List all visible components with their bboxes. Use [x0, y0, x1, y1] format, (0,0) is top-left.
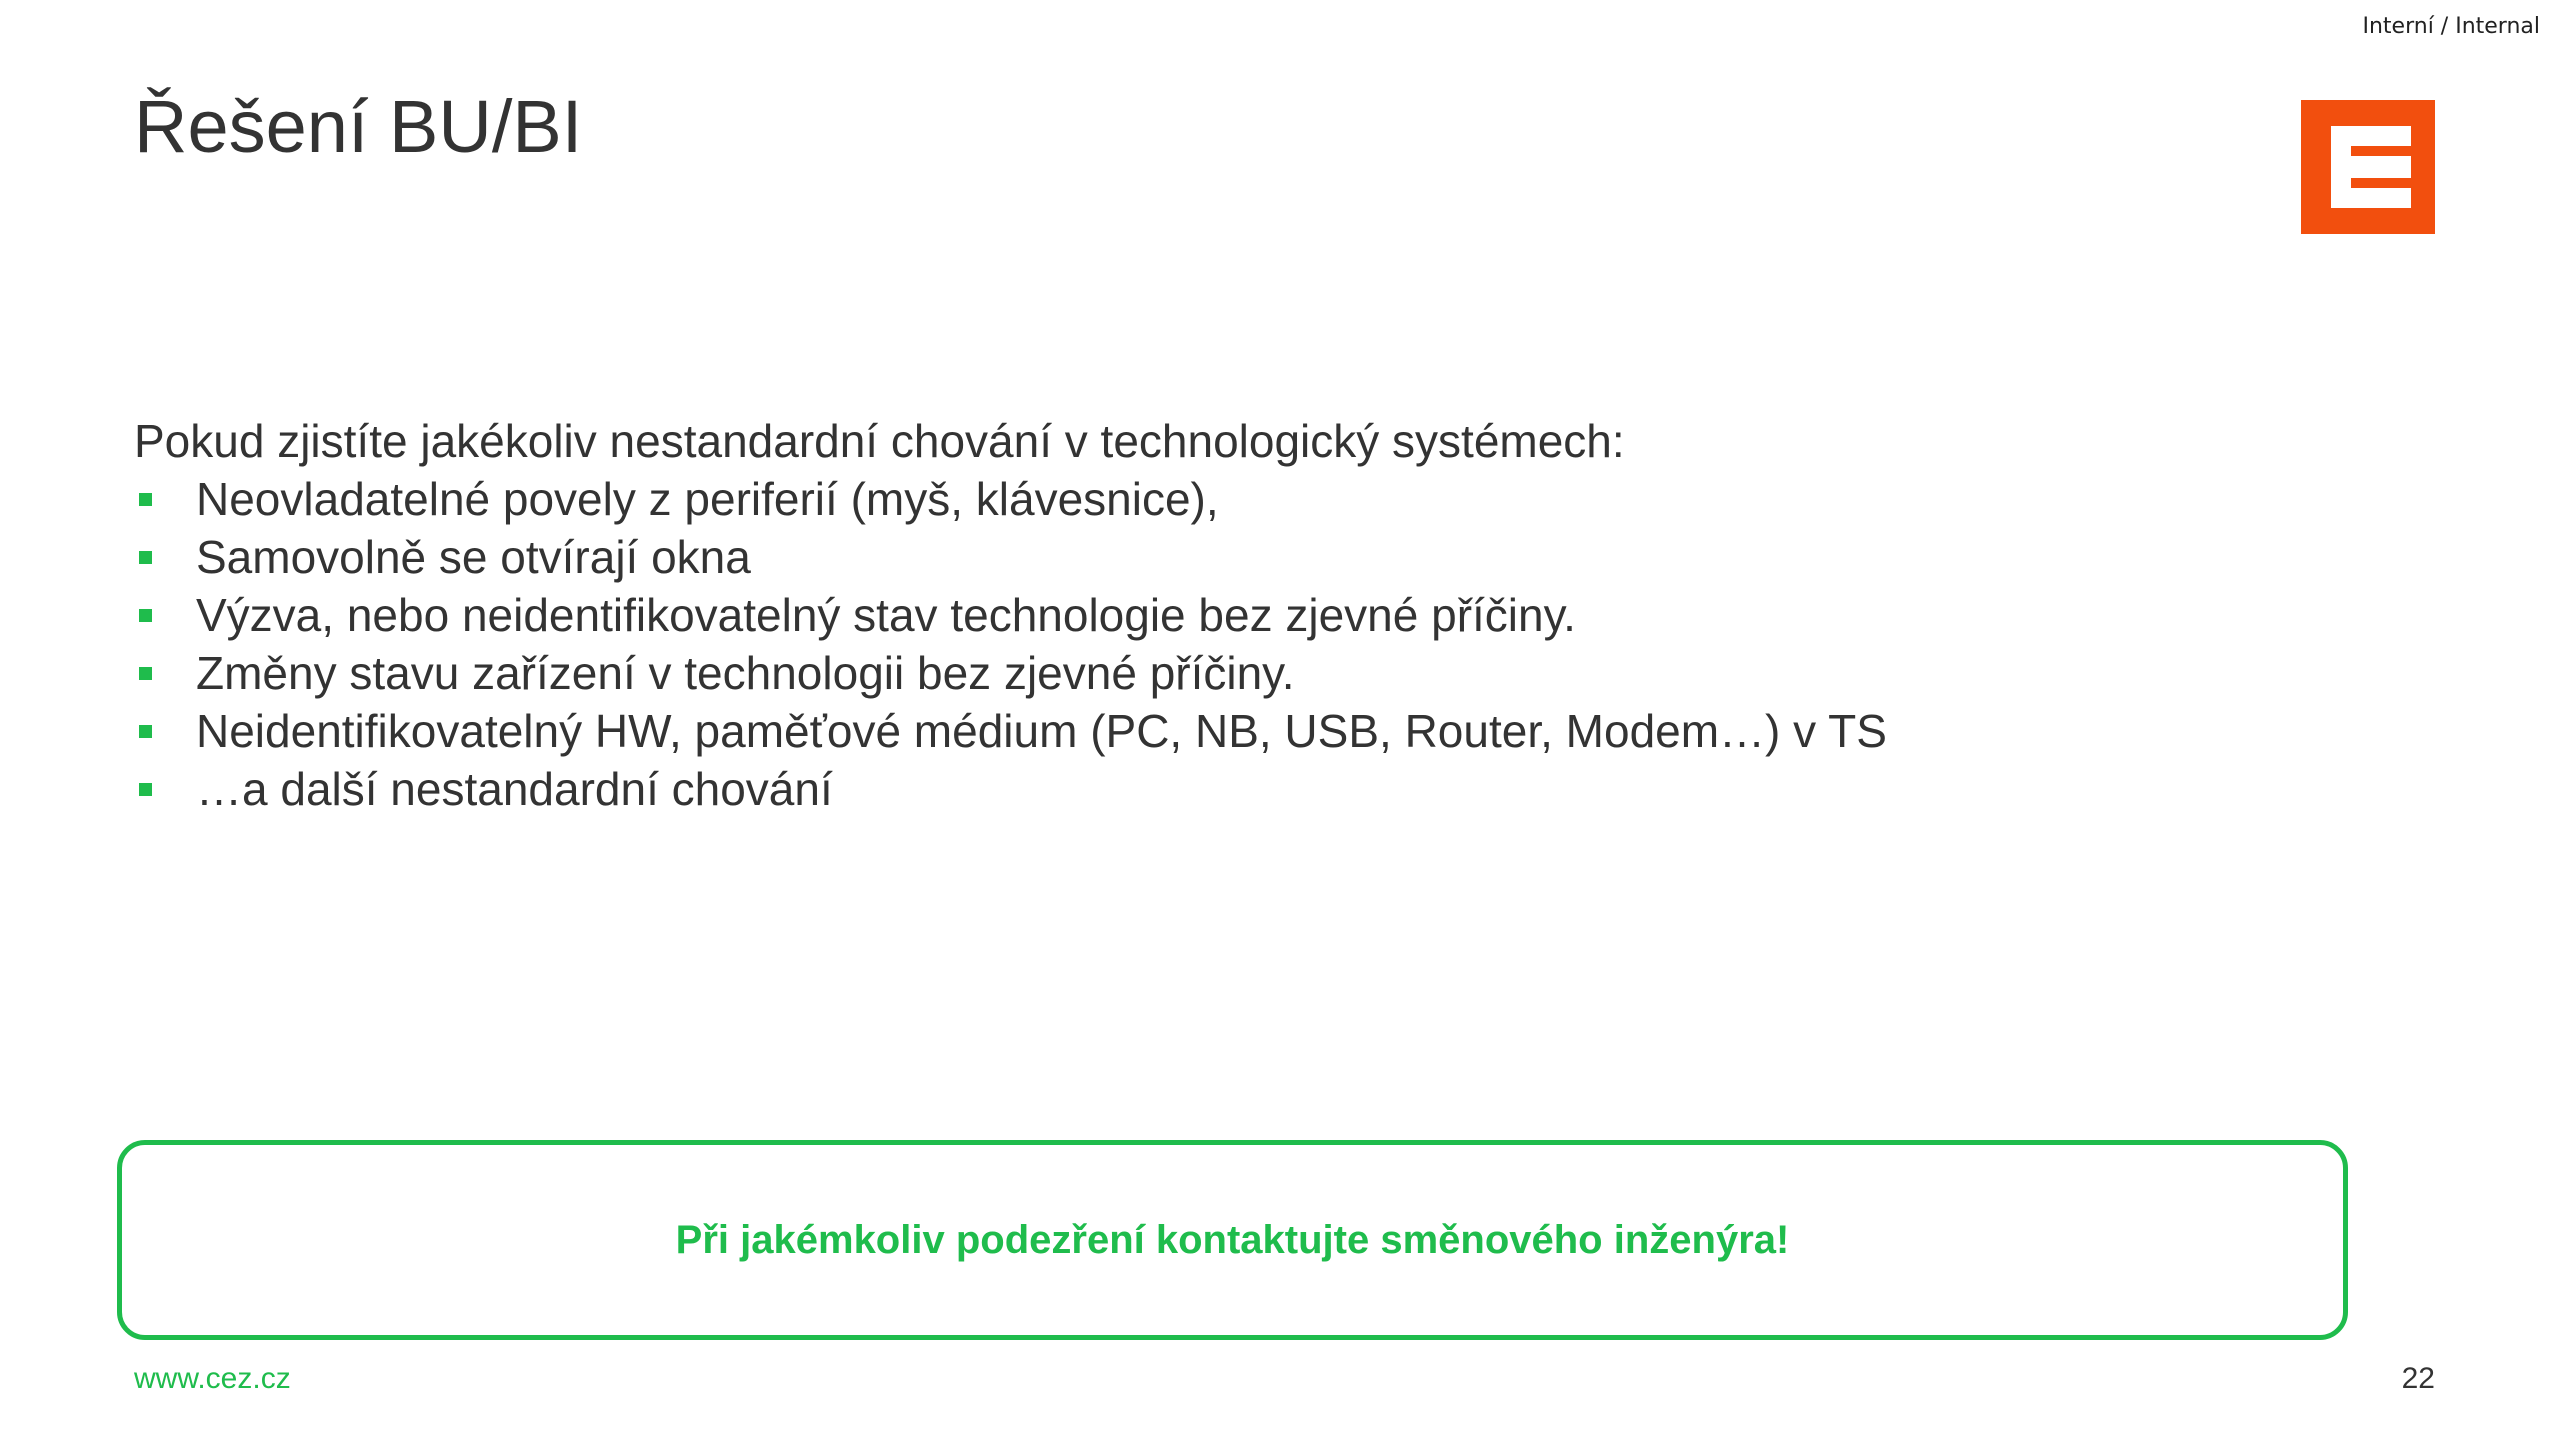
list-item: [134, 644, 2334, 702]
square-bullet-icon: [139, 725, 152, 738]
footer-url: www.cez.cz: [134, 1362, 291, 1395]
page-number: 22: [2401, 1362, 2435, 1395]
list-item: [134, 760, 2334, 818]
list-item-text: Změny stavu zařízení v technologii bez zjevné příčiny.: [196, 647, 1295, 699]
slide-content: [134, 412, 2334, 818]
square-bullet-icon: [139, 493, 152, 506]
list-item-text: Neidentifikovatelný HW, paměťové médium (PC, NB, USB, Router, Modem…) v TS: [196, 705, 1887, 757]
list-item-text: …a další nestandardní chování: [196, 763, 833, 815]
list-item-text: Výzva, nebo neidentifikovatelný stav technologie bez zjevné příčiny.: [196, 589, 1576, 641]
cez-logo-icon: [2301, 100, 2435, 234]
list-item-text: Neovladatelné povely z periferií (myš, klávesnice),: [196, 473, 1219, 525]
symptom-list: [134, 470, 2334, 818]
square-bullet-icon: [139, 783, 152, 796]
list-item: [134, 702, 2334, 760]
square-bullet-icon: [139, 667, 152, 680]
square-bullet-icon: [139, 551, 152, 564]
intro-text: Pokud zjistíte jakékoliv nestandardní chování v technologický systémech:: [134, 415, 1625, 467]
warning-text: Při jakémkoliv podezření kontaktujte směnového inženýra!: [675, 1217, 1790, 1262]
list-item: [134, 470, 2334, 528]
warning-callout: [117, 1140, 2348, 1340]
list-item: [134, 528, 2334, 586]
list-item-text: Samovolně se otvírají okna: [196, 531, 751, 583]
classification-label: Interní / Internal: [2362, 14, 2540, 39]
logo-letter-e: [2331, 126, 2411, 208]
slide-title: Řešení BU/BI: [134, 85, 583, 168]
list-item: [134, 586, 2334, 644]
square-bullet-icon: [139, 609, 152, 622]
